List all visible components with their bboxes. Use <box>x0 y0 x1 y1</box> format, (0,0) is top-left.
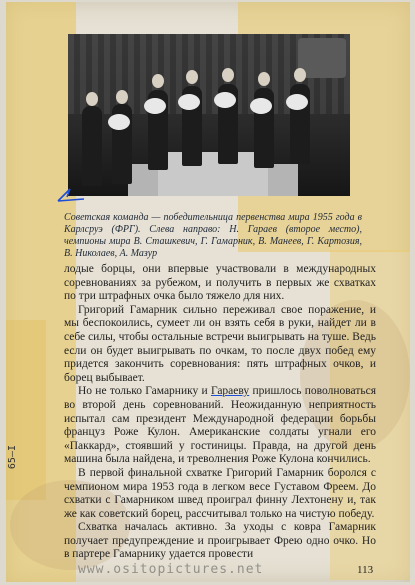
photo-wrestler-head <box>152 74 164 88</box>
paragraph <box>64 385 376 467</box>
photo-bouquet <box>214 92 236 108</box>
photo-bouquet <box>108 114 130 130</box>
underlined-name: Гараеву <box>210 385 250 398</box>
tape-strip-margin <box>6 320 46 500</box>
paragraph-text: пришлось поволноваться во второй день соревнований. Неожиданную неприятность испытал сам президент Международной федерации борьбы француз Роже Кулон. Американские солдаты угнали его «Паккард», стоявший у гостиницы. Правда, на другой день машина была найдена, и треволнения Роже Кулона кончились. <box>64 385 376 466</box>
photo-wrestler-head <box>258 72 270 86</box>
paragraph-text: Но не только Гамарнику и <box>78 385 211 398</box>
photo-wrestler-head <box>294 68 306 82</box>
pen-arrow-mark <box>56 183 86 207</box>
paragraph: В первой финальной схватке Григорий Гамарник боролся с чемпионом мира 1953 года в легком весе Густавом Фреем. До схватки с Гамарником швед проиграл финну Лехтонену и, так же как советский борец, рассчитывал только на чистую победу. <box>64 466 376 520</box>
team-photo <box>68 34 350 196</box>
watermark: www.ositopictures.net <box>78 562 264 577</box>
photo-wrestler-head <box>222 68 234 82</box>
photo-wrestler-head <box>186 70 198 84</box>
page-number: 113 <box>357 564 374 576</box>
photo-bouquet <box>250 98 272 114</box>
photo-podium <box>158 152 268 196</box>
photo-wrestler <box>82 106 102 186</box>
paragraph: Схватка началась активно. За уходы с ковра Гамарник получает предупреждение и проигрывает Фрею одно очко. Но в партере Гамарнику удается провести <box>64 521 376 561</box>
photo-bouquet <box>286 94 308 110</box>
photo-wrestler-head <box>116 90 128 104</box>
article-body <box>64 263 376 562</box>
photo-bouquet <box>178 94 200 110</box>
photo-caption: Советская команда — победительница первенства мира 1955 года в Карлсруэ (ФРГ). Слева направо: Н. Гараев (второе место), чемпионы мира В. Сташкевич, Г. Гамарник, В. Манеев, Г. Картозия, В. Николаев, А. Мазур <box>64 212 362 259</box>
paragraph: Григорий Гамарник сильно переживал свое поражение, и мы беспокоились, сумеет ли он взять себя в руки, найдет ли в себе силы, чтобы остальные встречи выигрывать на туше. Ведь если он будет выигрывать по очкам, то после двух побед ему придется закончить соревнования: пять штрафных очков, и борец выбывает. <box>64 303 376 384</box>
paragraph: лодые борцы, они впервые участвовали в международных соревнованиях за рубежом, и получить в первых же схватках по три штрафных очка было тяжело для них. <box>64 263 376 303</box>
photo-bouquet <box>144 98 166 114</box>
photo-wrestler-head <box>86 92 98 106</box>
margin-mark: 65—I <box>7 445 18 470</box>
